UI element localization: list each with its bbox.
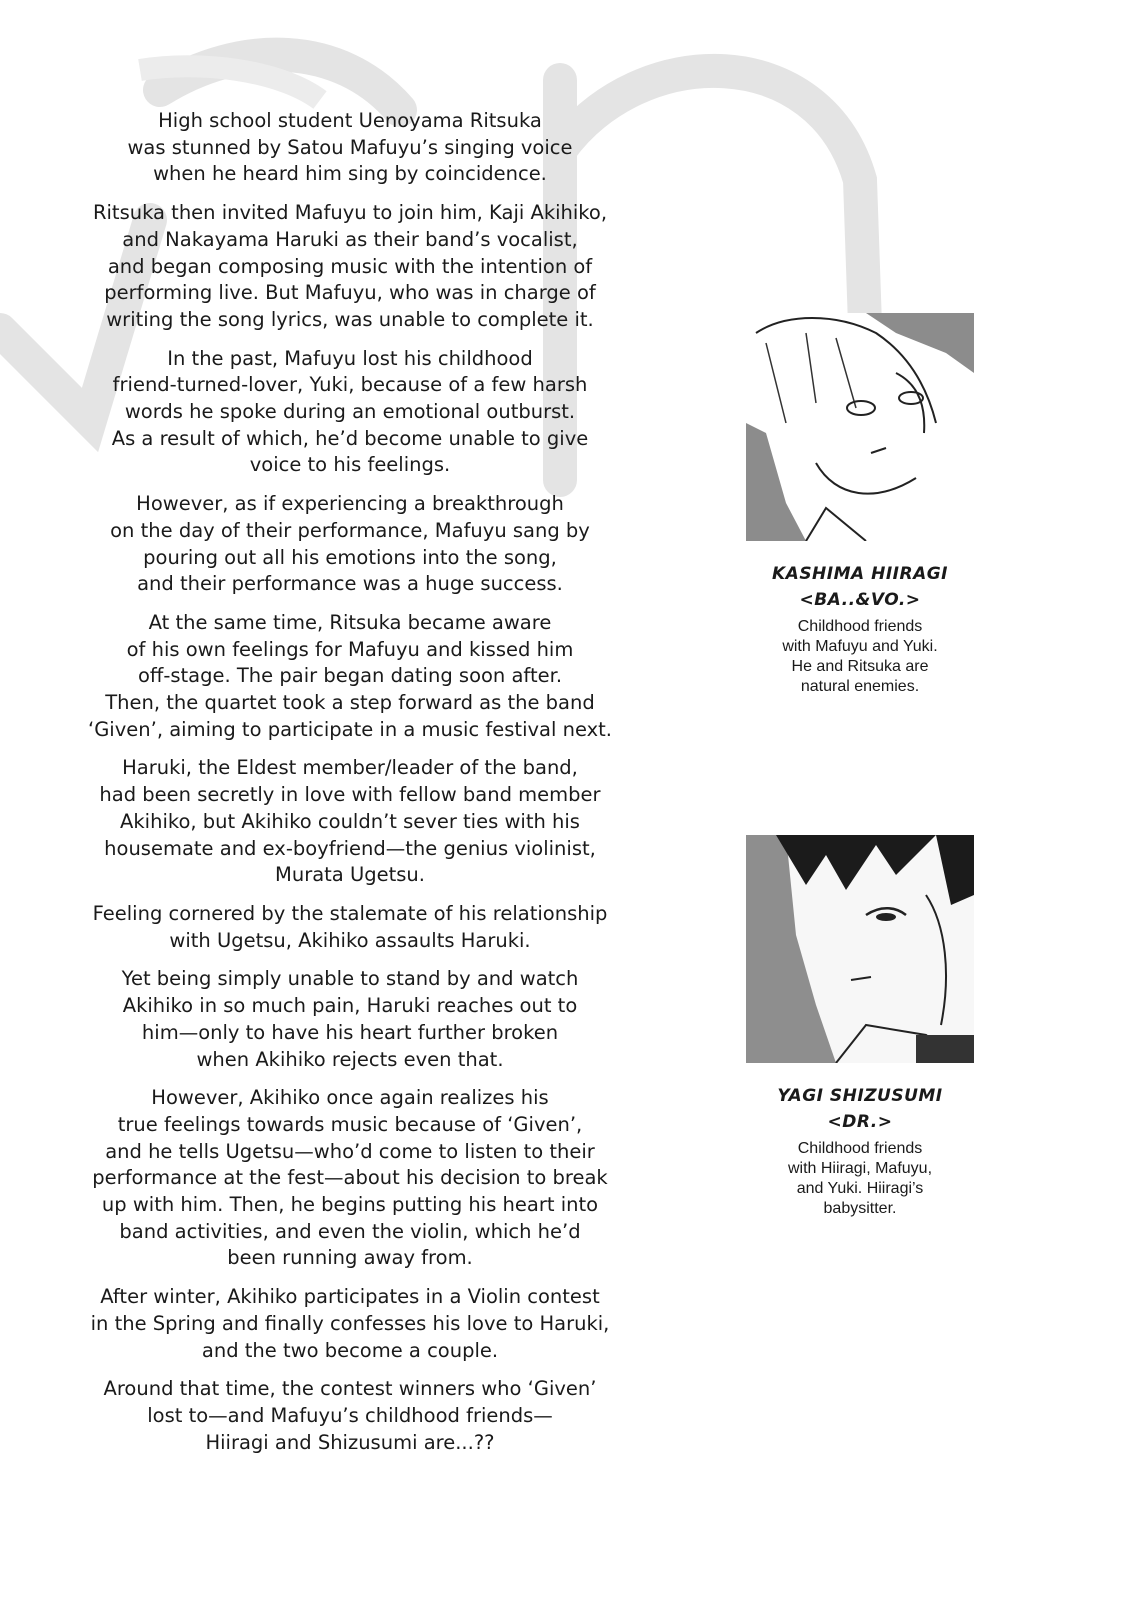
portrait-hiiragi <box>746 313 974 541</box>
story-summary <box>80 108 620 1468</box>
character-name: YAGI SHIZUSUMI <DR.> <box>777 1086 943 1132</box>
character-name: KASHIMA HIIRAGI <BA..&VO.> <box>771 564 949 610</box>
paragraph-7: Feeling cornered by the stalemate of his relationship with Ugetsu, Akihiko assaults Haruki. <box>92 901 608 952</box>
paragraph-6: Haruki, the Eldest member/leader of the band, had been secretly in love with fellow band member Akihiko, but Akihiko couldn’t sever ties with his housemate and ex-boyfriend—the genius violinist, Murata Ugetsu. <box>99 756 601 887</box>
paragraph-5: At the same time, Ritsuka became aware of his own feelings for Mafuyu and kissed him off-stage. The pair began dating soon after. Then, the quartet took a step forward as the band ‘Given’, aiming to participate in a music festival next. <box>88 610 612 741</box>
paragraph-3: In the past, Mafuyu lost his childhood friend-turned-lover, Yuki, because of a few harsh words he spoke during an emotional outburst. As a result of which, he’d become unable to give voice to his feelings. <box>111 346 589 477</box>
character-description: Childhood friends with Mafuyu and Yuki. He and Ritsuka are natural enemies. <box>782 618 938 695</box>
paragraph-9: However, Akihiko once again realizes his true feelings towards music because of ‘Given’, and he tells Ugetsu—who’d come to listen to their performance at the fest—about his decision to break up with him. Then, he begins putting his heart into band activities, and even the violin, which he’d been running away from. <box>92 1086 608 1270</box>
paragraph-1: High school student Uenoyama Ritsuka was stunned by Satou Mafuyu’s singing voice when he heard him sing by coincidence. <box>127 109 573 186</box>
paragraph-10: After winter, Akihiko participates in a Violin contest in the Spring and finally confesses his love to Haruki, and the two become a couple. <box>90 1285 610 1362</box>
paragraph-8: Yet being simply unable to stand by and watch Akihiko in so much pain, Haruki reaches out to him—only to have his heart further broken when Akihiko rejects even that. <box>121 967 579 1071</box>
paragraph-2: Ritsuka then invited Mafuyu to join him, Kaji Akihiko, and Nakayama Haruki as their band’s vocalist, and began composing music with the intention of performing live. But Mafuyu, who was in charge of writing the song lyrics, was unable to complete it. <box>92 201 608 331</box>
character-description: Childhood friends with Hiiragi, Mafuyu, and Yuki. Hiiragi’s babysitter. <box>787 1140 933 1217</box>
portrait-shizusumi-illustration <box>746 835 974 1063</box>
paragraph-4: However, as if experiencing a breakthrough on the day of their performance, Mafuyu sang by pouring out all his emotions into the song, and their performance was a huge success. <box>110 492 590 596</box>
character-card-shizusumi <box>740 835 980 1219</box>
portrait-hiiragi-illustration <box>746 313 974 541</box>
paragraph-11: Around that time, the contest winners who ‘Given’ lost to—and Mafuyu’s childhood friends— Hiiragi and Shizusumi are...?? <box>103 1377 597 1454</box>
portrait-shizusumi <box>746 835 974 1063</box>
character-card-hiiragi <box>740 313 980 697</box>
